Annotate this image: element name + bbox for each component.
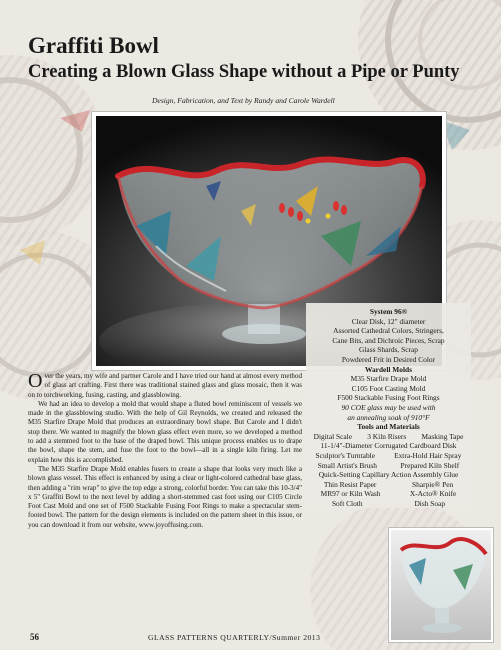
drop-cap: O — [28, 370, 43, 392]
tool-item: Thin Resist Paper — [323, 479, 377, 489]
material-item: Cane Bits, and Dichroic Pieces, Scrap — [332, 335, 445, 345]
paragraph-3: The M35 Starfire Drape Mold enables fusers to create a shape that looks very much like a blown glass vessel. This effect is enhanced by using a clear or light-colored cathedral base glass, then adding a "rim wrap" to give the top edge a strong, colorful border. You can take this 10-3/4" x 5" Graffiti Bowl to the next level by adding a short-stemmed cast foot using our C105 Circle Foot Cast Mold and one set of F500 Stackable Fusing Foot Rings to make a spectacular stem-footed bowl. The pattern for the design elements is included on the pattern sheet in this issue, or you can download it from our website, www.joyoffusing.com. — [28, 464, 302, 529]
tool-item: Masking Tape — [421, 431, 464, 441]
tool-item: Dish Soap — [414, 498, 446, 508]
tool-item: Prepared Kiln Shelf — [400, 460, 460, 470]
tool-row — [306, 499, 471, 509]
mold-item: F500 Stackable Fusing Foot Rings — [337, 393, 440, 403]
materials-sidebar — [306, 303, 471, 508]
material-item: Clear Disk, 12" diameter — [351, 316, 426, 326]
tool-item: Extra-Hold Hair Spray — [394, 450, 462, 460]
tool-row — [306, 441, 471, 451]
coe-note: 90 COE glass may be used with — [341, 402, 436, 412]
material-item: Powdered Frit in Desired Color — [341, 354, 436, 364]
tool-item: 11-1/4"-Diameter Corrugated Cardboard Disk — [320, 441, 457, 451]
tool-row — [306, 432, 471, 442]
publication-footer: GLASS PATTERNS QUARTERLY/Summer 2013 — [148, 633, 321, 642]
byline: Design, Fabrication, and Text by Randy and Carole Wardell — [152, 96, 335, 105]
mold-item: M35 Starfire Drape Mold — [350, 374, 427, 384]
page-number: 56 — [30, 632, 39, 642]
coe-note: an annealing soak of 910°F — [347, 412, 430, 422]
paragraph-2: We had an idea to develop a mold that would shape a fluted bowl reminiscent of vessels we made in the glassblowing studio. With the help of Gil Reynolds, we created and released the M35 Starfire Drape Mold that produces an extraordinary bowl shape. But Carole and I didn't stop there. We wanted to magnify the blown glass effect even more, so we developed a method to add a stemmed foot to the base of the draped bowl. This unique process enables us to drape the bowl, shape the stem, and fuse the foot to the bowl—all in a single kiln firing. Let me explain how this is accomplished. — [28, 399, 302, 464]
tool-item: Quick-Setting Capillary Action Assembly Glue — [318, 470, 459, 480]
tool-item: Soft Cloth — [331, 498, 363, 508]
tool-item: X-Acto® Knife — [409, 489, 457, 499]
tool-item: Sculptor's Turntable — [315, 450, 375, 460]
system-heading: System 96® — [369, 307, 408, 316]
mold-item: C105 Foot Casting Mold — [351, 383, 426, 393]
tool-item: Small Artist's Brush — [317, 460, 377, 470]
tool-item: Sharpie® Pen — [412, 479, 454, 489]
detail-photo — [389, 528, 493, 642]
bowl-detail-image — [391, 530, 491, 640]
material-item: Glass Shards, Scrap — [359, 345, 418, 355]
tool-row — [306, 480, 471, 490]
tool-item: Digital Scale — [313, 431, 353, 441]
tool-row — [306, 451, 471, 461]
paragraph-1 — [28, 372, 302, 400]
material-item: Assorted Cathedral Colors, Stringers, — [333, 326, 444, 336]
molds-heading: Wardell Molds — [364, 364, 412, 374]
paragraph-1-text: ver the years, my wife and partner Carole and I have tried our hand at almost every method of glass art crafting. First there was traditional stained glass and glass mosaic, then it was on to torchworking, fusing, casting, and glassblowing. — [28, 372, 302, 399]
tools-heading: Tools and Materials — [357, 422, 420, 432]
tool-item: MR97 or Kiln Wash — [320, 489, 381, 499]
tool-item: 3 Kiln Risers — [367, 431, 407, 441]
article-title: Graffiti Bowl — [28, 33, 159, 58]
tool-row — [306, 489, 471, 499]
article-body — [28, 372, 302, 530]
tool-row — [306, 461, 471, 471]
article-subtitle: Creating a Blown Glass Shape without a Pipe or Punty — [28, 62, 460, 82]
tool-row — [306, 470, 471, 480]
